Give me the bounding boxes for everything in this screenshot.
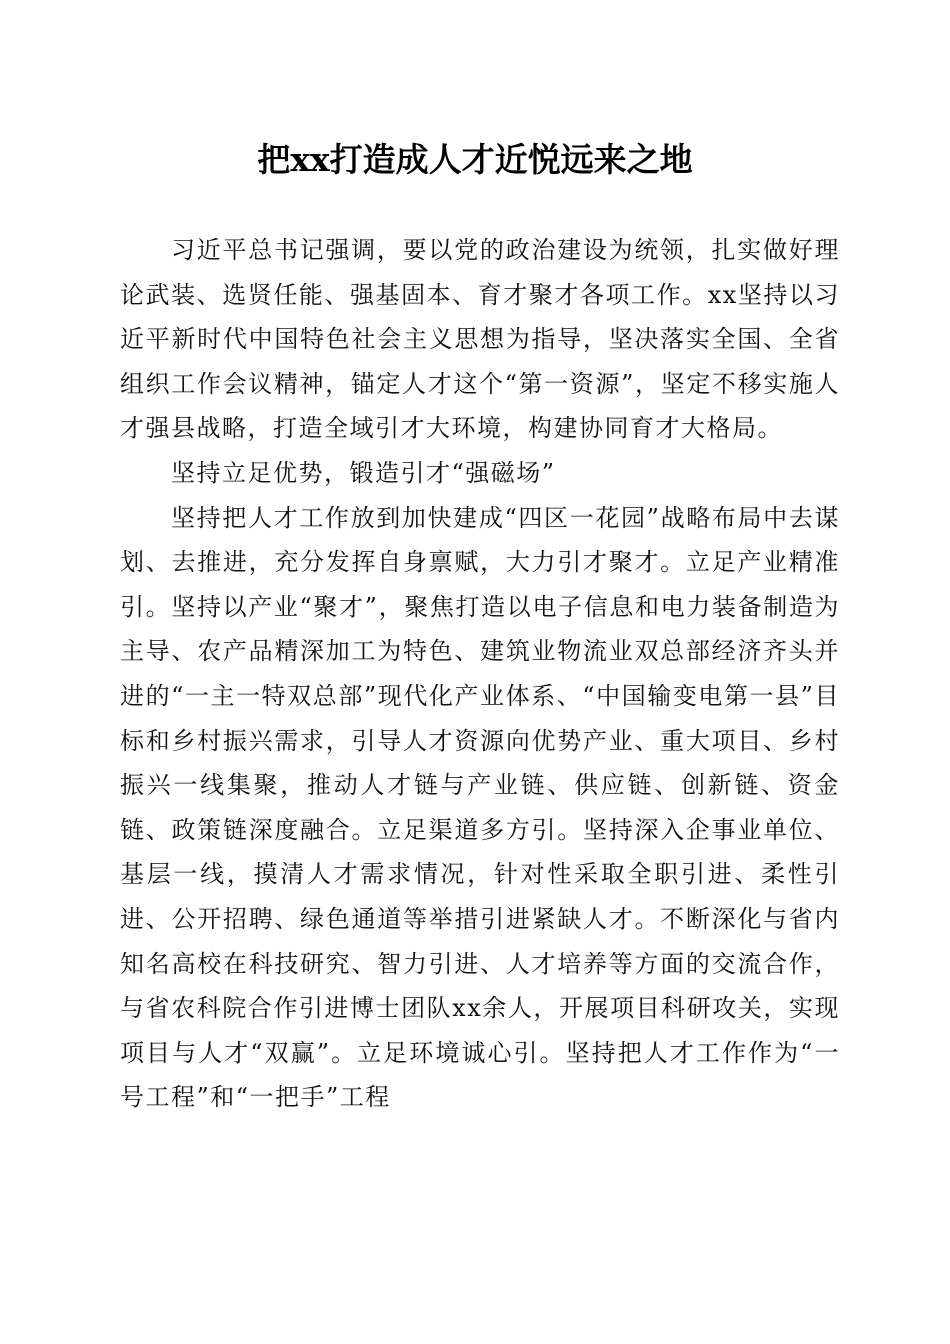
document-body bbox=[120, 228, 840, 1120]
paragraph-intro: 习近平总书记强调，要以党的政治建设为统领，扎实做好理论武装、选贤任能、强基固本、育才聚才各项工作。xx坚持以习近平新时代中国特色社会主义思想为指导，坚决落实全国、全省组织工作会议精神，锚定人才这个“第一资源”，坚定不移实施人才强县战略，打造全域引才大环境，构建协同育才大格局。 bbox=[120, 236, 840, 443]
document-title: 把xx打造成人才近悦远来之地 bbox=[257, 140, 693, 179]
paragraph-body: 坚持把人才工作放到加快建成“四区一花园”战略布局中去谋划、去推进，充分发挥自身禀赋，大力引才聚才。立足产业精准引。坚持以产业“聚才”，聚焦打造以电子信息和电力装备制造为主导、农产品精深加工为特色、建筑业物流业双总部经济齐头并进的“一主一特双总部”现代化产业体系、“中国输变电第一县”目标和乡村振兴需求，引导人才资源向优势产业、重大项目、乡村振兴一线集聚，推动人才链与产业链、供应链、创新链、资金链、政策链深度融合。立足渠道多方引。坚持深入企事业单位、基层一线，摸清人才需求情况，针对性采取全职引进、柔性引进、公开招聘、绿色通道等举措引进紧缺人才。不断深化与省内知名高校在科技研究、智力引进、人才培养等方面的交流合作，与省农科院合作引进博士团队xx余人，开展项目科研攻关，实现项目与人才“双赢”。立足环境诚心引。坚持把人才工作作为“一号工程”和“一把手”工程 bbox=[120, 503, 840, 1112]
section-heading: 坚持立足优势，锻造引才“强磁场” bbox=[171, 458, 556, 487]
